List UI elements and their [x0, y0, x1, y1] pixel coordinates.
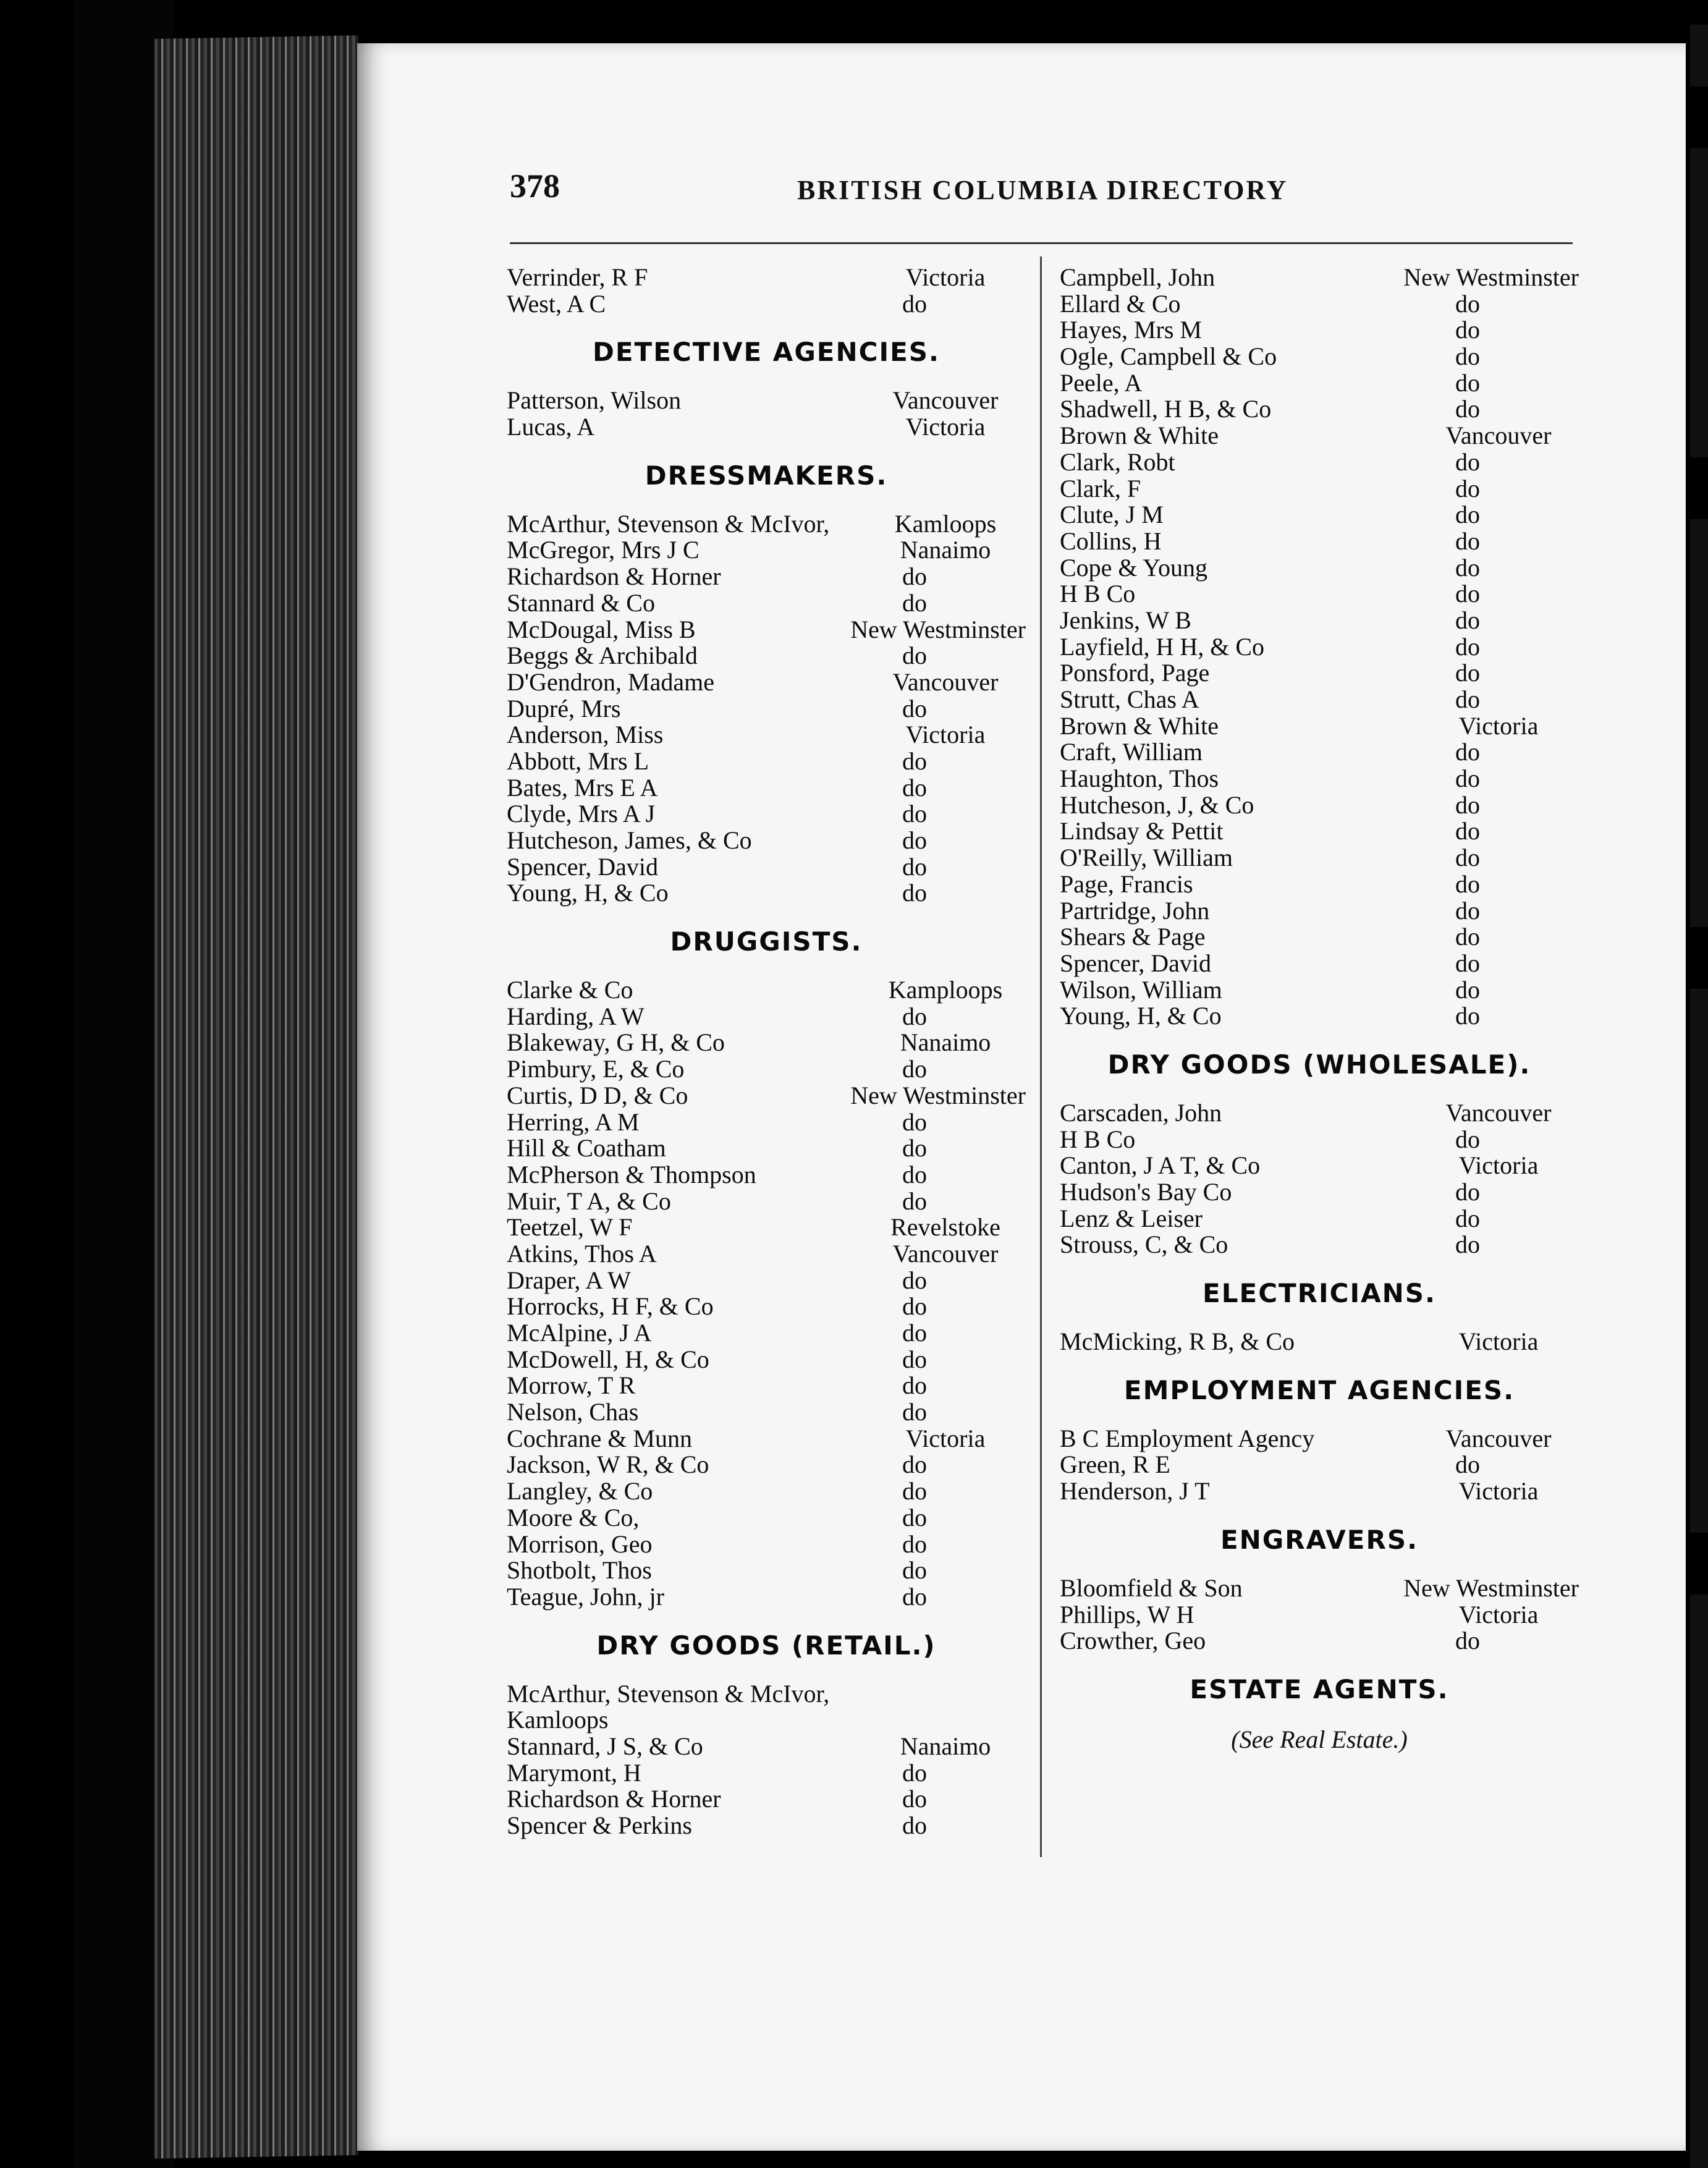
entry-place: Kamloops [894, 509, 997, 538]
entry-name: Nelson, Chas [507, 1398, 639, 1426]
entry-name: Marymont, H [507, 1758, 641, 1787]
directory-entry [1060, 528, 1579, 555]
directory-entry [507, 1083, 1026, 1109]
entry-place: do [902, 694, 927, 722]
entry-name: O'Reilly, William [1060, 844, 1233, 872]
entry-place: do [902, 1785, 927, 1813]
entry-place: do [902, 800, 927, 828]
entry-place: do [1455, 659, 1480, 687]
entry-name: Crowther, Geo [1060, 1627, 1206, 1655]
entry-place: do [1455, 606, 1480, 634]
entry-place: do [902, 1758, 927, 1787]
entry-name: Harding, A W [507, 1002, 645, 1030]
directory-entry [507, 643, 1026, 669]
directory-entry [1060, 370, 1579, 397]
entry-place: do [1455, 764, 1480, 793]
right-edge-mark [1682, 927, 1708, 989]
entry-place: do [1455, 1178, 1480, 1206]
entry-place: Nanaimo [900, 1732, 991, 1760]
directory-entry [507, 590, 1026, 617]
directory-entry [1060, 396, 1579, 423]
entry-place: do [902, 1345, 927, 1373]
directory-entry [507, 291, 1026, 318]
section-heading: DETECTIVE AGENCIES. [593, 337, 940, 368]
directory-entry [1060, 291, 1579, 318]
directory-entry [507, 1294, 1026, 1320]
entry-place: do [1455, 1002, 1480, 1030]
entry-place: do [902, 1266, 927, 1294]
entry-name: Bloomfield & Son [1060, 1573, 1243, 1602]
entry-name: Hayes, Mrs M [1060, 316, 1202, 344]
directory-entry [507, 1426, 1026, 1452]
directory-entry [507, 1681, 1026, 1734]
directory-entry [1060, 1100, 1579, 1127]
entry-place: do [1455, 1204, 1480, 1232]
entry-place: do [1455, 1450, 1480, 1479]
entry-place: do [902, 1503, 927, 1531]
entry-name: Cope & Young [1060, 553, 1207, 582]
directory-entry [507, 854, 1026, 881]
entry-place: do [902, 642, 927, 670]
section-heading: ELECTRICIANS. [1203, 1278, 1436, 1309]
entry-place: Victoria [1458, 711, 1539, 740]
entry-name: Collins, H [1060, 527, 1162, 555]
entry-place: do [1455, 790, 1480, 819]
entry-name: Spencer, David [1060, 949, 1211, 977]
entry-name: Morrison, Geo [507, 1530, 653, 1558]
directory-entry [507, 1347, 1026, 1373]
entry-name: McGregor, Mrs J C [507, 536, 700, 564]
directory-entry [507, 1373, 1026, 1399]
directory-entry [1060, 1329, 1579, 1355]
entry-name: Teague, John, jr [507, 1582, 664, 1611]
directory-entry [507, 1188, 1026, 1215]
entry-place: do [902, 1319, 927, 1347]
directory-entry [1060, 871, 1579, 898]
directory-entry [507, 880, 1026, 907]
entry-place: do [1455, 896, 1480, 925]
directory-entry [507, 775, 1026, 802]
entry-name: Young, H, & Co [1060, 1002, 1222, 1030]
directory-entry [507, 1813, 1026, 1839]
entry-place: do [902, 747, 927, 775]
entry-place: Vancouver [1445, 421, 1552, 450]
entry-name: Atkins, Thos A [507, 1239, 657, 1268]
entry-place: Victoria [905, 263, 986, 291]
entry-place: do [902, 562, 927, 591]
directory-entry [507, 1584, 1026, 1611]
entry-place: do [1455, 949, 1480, 977]
entry-name: Clark, Robt [1060, 447, 1175, 476]
directory-entry [1060, 1153, 1579, 1179]
entry-name: Pimbury, E, & Co [507, 1055, 685, 1083]
entry-place: Vancouver [892, 667, 999, 696]
entry-place: Victoria [905, 721, 986, 749]
directory-entry [1060, 977, 1579, 1004]
right-edge-mark [1682, 457, 1708, 519]
directory-entry [507, 617, 1026, 643]
entry-name: Peele, A [1060, 368, 1143, 397]
directory-entry [507, 1734, 1026, 1760]
directory-entry [1060, 951, 1579, 977]
entry-place: do [1455, 447, 1480, 476]
entry-name: Stannard & Co [507, 588, 655, 617]
entry-name: Patterson, Wilson [507, 386, 682, 415]
entry-place: do [1455, 685, 1480, 713]
column-divider [1040, 256, 1042, 1857]
entry-name: B C Employment Agency [1060, 1424, 1315, 1452]
directory-entry [507, 537, 1026, 564]
entry-name: Shadwell, H B, & Co [1060, 395, 1272, 423]
directory-entry [507, 669, 1026, 696]
entry-place: do [902, 1160, 927, 1188]
entry-name: Page, Francis [1060, 870, 1193, 898]
right-edge-mark [1682, 87, 1708, 148]
entry-name: Richardson & Horner [507, 1785, 721, 1813]
directory-entry [1060, 713, 1579, 740]
entry-name: McAlpine, J A [507, 1319, 652, 1347]
entry-name: Lucas, A [507, 413, 595, 441]
directory-entry [507, 1135, 1026, 1162]
directory-entry [1060, 555, 1579, 582]
entry-place: do [1455, 501, 1480, 529]
entry-place: do [1455, 738, 1480, 766]
entry-name: Moore & Co, [507, 1503, 640, 1531]
entry-name: Carscaden, John [1060, 1098, 1222, 1127]
entry-place: do [1455, 1230, 1480, 1259]
entry-name: Haughton, Thos [1060, 764, 1219, 793]
directory-entry [1060, 792, 1579, 819]
directory-entry [1060, 423, 1579, 449]
entry-name: McPherson & Thompson [507, 1160, 756, 1188]
directory-entry [507, 1786, 1026, 1813]
entry-name: D'Gendron, Madame [507, 667, 714, 696]
directory-entry [507, 1505, 1026, 1531]
entry-name: Craft, William [1060, 738, 1203, 766]
entry-name: Stannard, J S, & Co [507, 1732, 703, 1760]
directory-entry [507, 1030, 1026, 1056]
directory-entry [1060, 502, 1579, 528]
entry-place: do [902, 1055, 927, 1083]
entry-place: Kamloops [507, 1706, 609, 1734]
directory-entry [507, 748, 1026, 775]
entry-place: Vancouver [892, 1239, 999, 1268]
entry-name: Strouss, C, & Co [1060, 1230, 1228, 1259]
directory-entry [1060, 634, 1579, 661]
entry-name: Dupré, Mrs [507, 694, 621, 722]
entry-name: Phillips, W H [1060, 1600, 1194, 1628]
entry-place: Revelstoke [890, 1213, 1000, 1242]
entry-place: do [902, 1556, 927, 1585]
entry-place: do [902, 1107, 927, 1136]
directory-entry [1060, 449, 1579, 476]
entry-place: Victoria [1458, 1600, 1539, 1628]
entry-name: Spencer & Perkins [507, 1811, 692, 1840]
entry-place: Vancouver [1445, 1098, 1552, 1127]
entry-place: do [902, 1582, 927, 1611]
directory-entry [507, 511, 1026, 538]
entry-place: Victoria [905, 413, 986, 441]
entry-place: do [902, 879, 927, 907]
directory-entry [507, 387, 1026, 414]
directory-entry [507, 801, 1026, 828]
directory-entry [1060, 1179, 1579, 1206]
entry-place: do [902, 1398, 927, 1426]
entry-place: do [1455, 1627, 1480, 1655]
directory-entry [507, 1760, 1026, 1787]
directory-entry [1060, 265, 1579, 291]
entry-name: Spencer, David [507, 852, 658, 881]
entry-name: Anderson, Miss [507, 721, 664, 749]
entry-name: Campbell, John [1060, 263, 1215, 291]
section-heading: DRUGGISTS. [670, 926, 863, 957]
entry-name: Morrow, T R [507, 1371, 636, 1400]
entry-name: Brown & White [1060, 711, 1219, 740]
entry-name: Lindsay & Pettit [1060, 817, 1224, 845]
directory-entry [507, 1557, 1026, 1584]
entry-place: Vancouver [892, 386, 999, 415]
entry-name: Strutt, Chas A [1060, 685, 1199, 713]
page-block-edge [154, 35, 358, 2159]
page-number: 378 [510, 167, 560, 205]
directory-entry [1060, 1478, 1579, 1505]
entry-place: do [1455, 316, 1480, 344]
entry-name: Henderson, J T [1060, 1477, 1210, 1505]
entry-place: do [902, 1002, 927, 1030]
entry-name: McDougal, Miss B [507, 615, 696, 643]
directory-entry [507, 1478, 1026, 1505]
entry-place: do [902, 1450, 927, 1479]
cross-reference-note: (See Real Estate.) [1231, 1725, 1408, 1753]
directory-entry [507, 1056, 1026, 1083]
entry-name: Langley, & Co [507, 1477, 653, 1505]
entry-name: Beggs & Archibald [507, 642, 698, 670]
entry-name: Hill & Coatham [507, 1134, 666, 1162]
directory-entry [507, 564, 1026, 590]
entry-name: Horrocks, H F, & Co [507, 1292, 714, 1321]
entry-name: Shotbolt, Thos [507, 1556, 652, 1585]
entry-place: do [1455, 975, 1480, 1004]
entry-name: H B Co [1060, 580, 1136, 608]
directory-entry [1060, 1206, 1579, 1232]
header-rule [510, 242, 1573, 244]
entry-name: Jackson, W R, & Co [507, 1450, 709, 1479]
entry-place: Vancouver [1445, 1424, 1552, 1452]
section-heading: DRY GOODS (RETAIL.) [596, 1630, 936, 1661]
entry-name: Hutcheson, James, & Co [507, 826, 752, 854]
directory-entry [507, 977, 1026, 1004]
entry-place: do [902, 289, 927, 318]
directory-entry [507, 1268, 1026, 1294]
entry-name: Brown & White [1060, 421, 1219, 450]
entry-place: Kamploops [888, 976, 1003, 1004]
entry-name: Lenz & Leiser [1060, 1204, 1203, 1232]
entry-name: Ponsford, Page [1060, 659, 1210, 687]
directory-entry [1060, 898, 1579, 925]
directory-entry [1060, 1232, 1579, 1258]
entry-place: do [1455, 817, 1480, 845]
entry-name: Clark, F [1060, 474, 1141, 502]
entry-place: do [902, 1187, 927, 1215]
entry-name: Blakeway, G H, & Co [507, 1028, 725, 1057]
entry-name: Ellard & Co [1060, 289, 1181, 318]
directory-entry [507, 1320, 1026, 1347]
entry-place: do [902, 773, 927, 802]
entry-name: McArthur, Stevenson & McIvor, [507, 1679, 830, 1708]
section-heading: ENGRAVERS. [1220, 1524, 1419, 1555]
entry-place: New Westminster [850, 1081, 1026, 1109]
directory-entry [507, 828, 1026, 854]
directory-entry [1060, 660, 1579, 687]
directory-entry [1060, 687, 1579, 713]
left-column [507, 265, 1026, 1839]
entry-place: do [902, 826, 927, 854]
entry-name: Shears & Page [1060, 923, 1206, 951]
entry-place: do [1455, 870, 1480, 898]
section-heading: DRESSMAKERS. [645, 460, 888, 491]
entry-place: do [902, 1371, 927, 1400]
entry-place: do [902, 1530, 927, 1558]
entry-name: Richardson & Horner [507, 562, 721, 591]
entry-place: do [1455, 342, 1480, 371]
entry-name: McMicking, R B, & Co [1060, 1327, 1295, 1356]
directory-entry [1060, 1602, 1579, 1628]
right-edge-mark [1682, 1533, 1708, 1594]
section-heading: ESTATE AGENTS. [1190, 1674, 1449, 1704]
entry-place: do [902, 1477, 927, 1505]
entry-name: Young, H, & Co [507, 879, 669, 907]
entry-name: Wilson, William [1060, 975, 1222, 1004]
entry-place: Nanaimo [900, 1028, 991, 1057]
entry-name: Draper, A W [507, 1266, 631, 1294]
entry-place: do [1455, 923, 1480, 951]
entry-name: Partridge, John [1060, 896, 1210, 925]
directory-entry [1060, 1127, 1579, 1153]
directory-entry [507, 1004, 1026, 1030]
entry-place: do [1455, 368, 1480, 397]
entry-place: do [902, 1292, 927, 1321]
directory-entry [1060, 1003, 1579, 1030]
entry-name: Canton, J A T, & Co [1060, 1151, 1261, 1180]
entry-place: do [1455, 1125, 1480, 1153]
section-heading: DRY GOODS (WHOLESALE). [1107, 1049, 1531, 1080]
directory-entry [1060, 1628, 1579, 1654]
entry-place: Victoria [905, 1424, 986, 1452]
directory-entry [1060, 818, 1579, 845]
entry-name: Teetzel, W F [507, 1213, 633, 1242]
entry-name: Muir, T A, & Co [507, 1187, 671, 1215]
entry-place: do [1455, 289, 1480, 318]
directory-entry [507, 414, 1026, 441]
directory-entry [1060, 317, 1579, 344]
directory-entry [1060, 581, 1579, 608]
entry-name: Cochrane & Munn [507, 1424, 692, 1452]
entry-place: do [1455, 474, 1480, 502]
entry-place: do [902, 1134, 927, 1162]
entry-name: Clarke & Co [507, 976, 633, 1004]
entry-place: New Westminster [1403, 263, 1579, 291]
directory-entry [1060, 344, 1579, 370]
directory-entry [507, 722, 1026, 748]
directory-entry [507, 1109, 1026, 1136]
entry-place: do [902, 588, 927, 617]
entry-place: New Westminster [1403, 1573, 1579, 1602]
directory-entry [507, 1531, 1026, 1558]
entry-name: Green, R E [1060, 1450, 1170, 1479]
directory-entry [1060, 476, 1579, 502]
directory-entry [507, 1452, 1026, 1478]
directory-entry [1060, 739, 1579, 766]
entry-place: Victoria [1458, 1327, 1539, 1356]
entry-place: New Westminster [850, 615, 1026, 643]
entry-name: Hudson's Bay Co [1060, 1178, 1232, 1206]
entry-name: Clyde, Mrs A J [507, 800, 656, 828]
directory-entry [1060, 766, 1579, 792]
directory-entry [1060, 608, 1579, 634]
directory-entry [1060, 1426, 1579, 1452]
right-scan-border [1690, 25, 1708, 2168]
running-title: BRITISH COLUMBIA DIRECTORY [797, 175, 1288, 205]
entry-place: do [902, 852, 927, 881]
entry-place: Victoria [1458, 1477, 1539, 1505]
right-column [1060, 265, 1579, 1754]
entry-place: do [1455, 527, 1480, 555]
entry-name: Clute, J M [1060, 501, 1164, 529]
directory-entry [507, 1214, 1026, 1241]
entry-place: do [1455, 395, 1480, 423]
entry-place: do [1455, 580, 1480, 608]
directory-entry [507, 1241, 1026, 1268]
directory-entry [1060, 1575, 1579, 1602]
entry-name: West, A C [507, 289, 606, 318]
entry-place: do [902, 1811, 927, 1840]
entry-place: do [1455, 844, 1480, 872]
entry-place: do [1455, 553, 1480, 582]
directory-entry [507, 265, 1026, 291]
entry-name: Herring, A M [507, 1107, 640, 1136]
directory-entry [1060, 1452, 1579, 1478]
entry-place: Nanaimo [900, 536, 991, 564]
directory-entry [507, 1399, 1026, 1426]
entry-place: do [1455, 632, 1480, 661]
entry-name: Verrinder, R F [507, 263, 648, 291]
entry-name: Layfield, H H, & Co [1060, 632, 1265, 661]
section-heading: EMPLOYMENT AGENCIES. [1123, 1374, 1515, 1405]
directory-entry [507, 696, 1026, 722]
directory-entry [507, 1162, 1026, 1188]
entry-name: Hutcheson, J, & Co [1060, 790, 1254, 819]
directory-entry [1060, 845, 1579, 871]
entry-name: McDowell, H, & Co [507, 1345, 709, 1373]
entry-name: Ogle, Campbell & Co [1060, 342, 1277, 371]
entry-name: H B Co [1060, 1125, 1136, 1153]
entry-name: McArthur, Stevenson & McIvor, [507, 509, 830, 538]
entry-name: Jenkins, W B [1060, 606, 1191, 634]
entry-name: Abbott, Mrs L [507, 747, 649, 775]
entry-name: Bates, Mrs E A [507, 773, 658, 802]
directory-entry [1060, 924, 1579, 951]
entry-place: Victoria [1458, 1151, 1539, 1180]
entry-name: Curtis, D D, & Co [507, 1081, 688, 1109]
